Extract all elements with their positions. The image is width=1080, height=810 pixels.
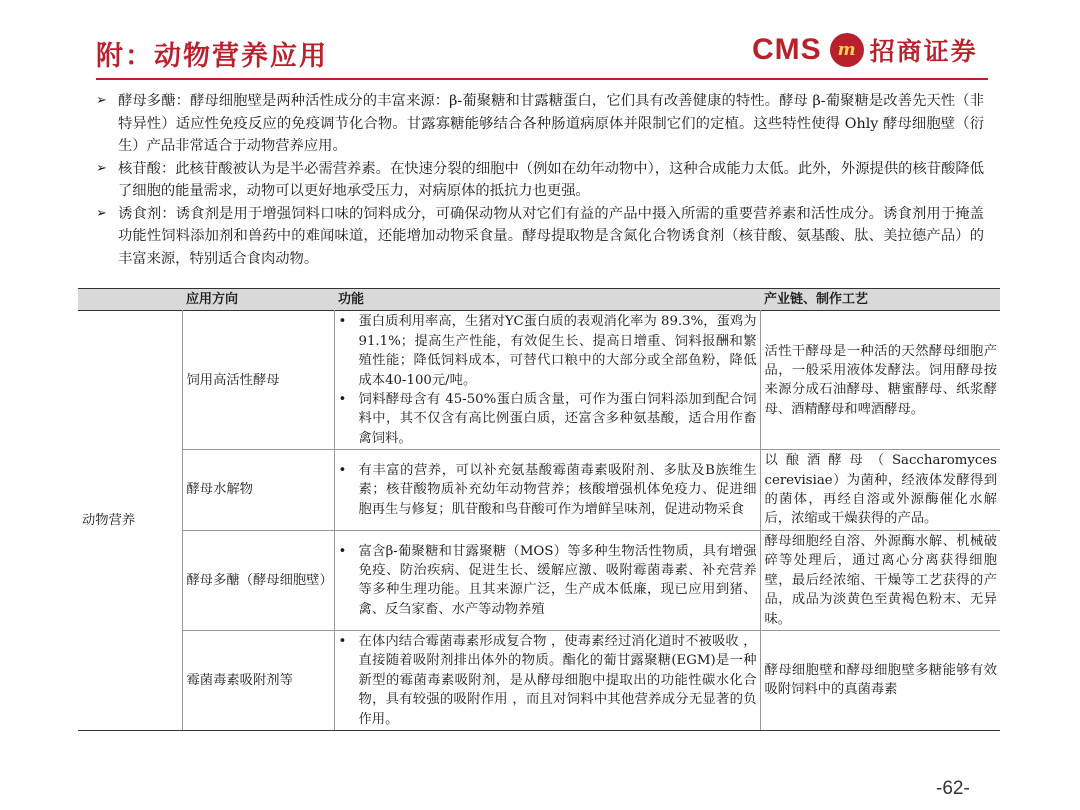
category-cell: 动物营养 [78, 311, 182, 731]
table-row [78, 630, 1000, 730]
process-cell: 以酿酒酵母（Saccharomyces cerevisiae）为菌种，经液体发酵得到的菌体，再经自溶或外源酶催化水解后，浓缩或干燥获得的产品。 [760, 450, 1000, 531]
function-item [339, 461, 757, 519]
bullet-text: 核苷酸：此核苷酸被认为是半必需营养素。在快速分裂的细胞中（例如在幼年动物中），这种合成能力太低。此外，外源提供的核苷酸降低了细胞的能量需求，动物可以更好地承受压力，对病原体的抵抗力也更强。 [118, 160, 984, 199]
function-item [339, 390, 757, 448]
bullet-text: 酵母多醣：酵母细胞壁是两种活性成分的丰富来源：β-葡聚糖和甘露糖蛋白，它们具有改善健康的特性。酵母 β-葡聚糖是改善先天性（非特异性）适应性免疫反应的免疫调节化合物。甘露寡糖能够结合各种肠道病原体并限制它们的定植。这些特性使得 Ohly 酵母细胞壁（衍生）产品非常适合于动物营养应用。 [118, 93, 984, 154]
arrow-bullet-icon: ➢ [96, 205, 107, 221]
header-cell-function: 功能 [334, 289, 760, 311]
table-header-row [78, 289, 1000, 311]
process-cell: 酵母细胞经自溶、外源酶水解、机械破碎等处理后，通过离心分离获得细胞壁，最后经浓缩、干燥等工艺获得的产品，成品为淡黄色至黄褐色粉末、无异味。 [760, 530, 1000, 630]
function-item [339, 632, 757, 729]
page-title: 附：动物营养应用 [96, 41, 328, 72]
bullet-dot-icon: • [338, 543, 347, 559]
logo-cms-text: CMS [752, 33, 822, 66]
function-item [339, 312, 757, 390]
header-cell-category [78, 289, 182, 311]
bullet-list [96, 90, 984, 270]
bullet-dot-icon: • [338, 314, 347, 330]
bullet-dot-icon: • [338, 462, 347, 478]
bullet-item [96, 90, 984, 158]
logo-mark-icon [830, 33, 864, 67]
direction-cell: 霉菌毒素吸附剂等 [182, 630, 334, 730]
process-cell: 酵母细胞壁和酵母细胞壁多糖能够有效吸附饲料中的真菌毒素 [760, 630, 1000, 730]
function-item [339, 542, 757, 620]
table-row [78, 530, 1000, 630]
function-cell [334, 630, 760, 730]
function-cell [334, 450, 760, 531]
function-cell [334, 530, 760, 630]
function-text: 饲料酵母含有 45-50%蛋白质含量，可作为蛋白饲料添加到配合饲料中，其不仅含有高比例蛋白质，还富含多种氨基酸，适合用作畜禽饲料。 [358, 392, 757, 446]
function-text: 有丰富的营养，可以补充氨基酸霉菌毒素吸附剂、多肽及B族维生素；核苷酸物质补充幼年动物营养；核酸增强机体免疫力、促进细胞再生与修复；肌苷酸和鸟苷酸可作为增鲜呈味剂，促进动物采食 [358, 462, 757, 517]
header-cell-process: 产业链、制作工艺 [760, 289, 1000, 311]
bullet-dot-icon: • [338, 392, 347, 408]
function-text: 富含β-葡聚糖和甘露聚糖（MOS）等多种生物活性物质，具有增强免疫、防治疾病、促进生长、缓解应激、吸附霉菌毒素、补充营养等多种生理功能。且其来源广泛，生产成本低廉，现已应用到猪、禽、反刍家畜、水产等动物养殖 [358, 543, 757, 617]
arrow-bullet-icon: ➢ [96, 93, 107, 108]
logo-company-name: 招商证券 [869, 37, 978, 66]
arrow-bullet-icon: ➢ [96, 160, 107, 176]
bullet-item [96, 158, 984, 203]
direction-cell: 饲用高活性酵母 [182, 311, 334, 450]
function-text: 蛋白质利用率高，生猪对YC蛋白质的表观消化率为 89.3%，蛋鸡为91.1%；提高生产性能，有效促生长、提高日增重、饲料报酬和繁殖性能；降低饲料成本，可替代口粮中的大部分或全部鱼粉，降低成本40-100元/吨。 [358, 314, 757, 388]
function-cell [334, 311, 760, 450]
title-divider [96, 78, 988, 80]
table-row [78, 311, 1000, 450]
header-cell-direction: 应用方向 [182, 289, 334, 311]
bullet-item [96, 203, 984, 271]
table-row [78, 450, 1000, 531]
logo-mark-letter: m [837, 40, 856, 60]
function-text: 在体内结合霉菌毒素形成复合物 ，使毒素经过消化道时不被吸收 ，直接随着吸附剂排出体外的物质。酯化的葡甘露聚糖(EGM)是一种新型的霉菌毒素吸附剂，是从酵母细胞中提取出的功能性碳水化合物，具有较强的吸附作用 ，而且对饲料中其他营养成分无显著的负作用。 [358, 633, 757, 727]
bullet-dot-icon: • [338, 633, 347, 649]
application-table [78, 288, 1000, 731]
page-number: -62- [936, 778, 970, 799]
process-cell: 活性干酵母是一种活的天然酵母细胞产品，一般采用液体发酵法。饲用酵母按来源分成石油酵母、糖蜜酵母、纸浆酵母、酒精酵母和啤酒酵母。 [760, 311, 1000, 450]
direction-cell: 酵母水解物 [182, 450, 334, 531]
bullet-text: 诱食剂：诱食剂是用于增强饲料口味的饲料成分，可确保动物从对它们有益的产品中摄入所需的重要营养素和活性成分。诱食剂用于掩盖功能性饲料添加剂和兽药中的难闻味道，还能增加动物采食量。酵母提取物是含氮化合物诱食剂（核苷酸、氨基酸、肽、美拉德产品）的丰富来源，特别适合食肉动物。 [118, 205, 984, 267]
direction-cell: 酵母多醣（酵母细胞壁） [182, 530, 334, 630]
company-logo [752, 30, 978, 70]
